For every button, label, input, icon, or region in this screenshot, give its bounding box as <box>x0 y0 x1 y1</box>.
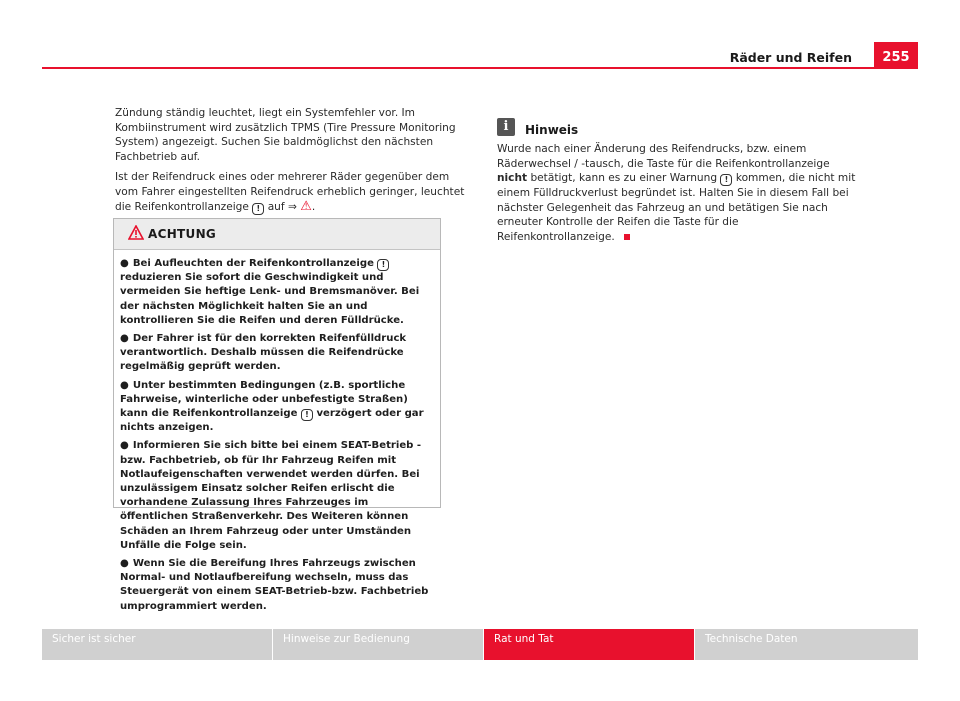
hinweis-header <box>497 118 857 140</box>
header-rule <box>42 67 918 69</box>
achtung-item <box>120 439 434 553</box>
bullet-icon: ● <box>120 333 129 345</box>
achtung-body <box>114 250 440 614</box>
achtung-item-text: Bei Aufleuchten der Reifenkontrollanzeige <box>132 258 374 269</box>
tpms-warning-icon: ! <box>252 203 264 215</box>
footer-tab-technische-daten[interactable]: Technische Daten <box>695 629 918 660</box>
achtung-item-text: Informieren Sie sich bitte bei einem SEAT-Betrieb - bzw. Fachbetrieb, ob für Ihr Fahrzeug Reifen mit Notlaufeigenschaften verwendet werden dürfen. Bei unzulässigem Einsatz solcher Reifen erlischt die vorhandene Zulassung Ihres Fahrzeuges im öffentlichen Straßenverkehr. Des Weiteren können Schäden an Ihrem Fahrzeug oder unter Umständen Unfälle die Folge sein. <box>120 440 422 551</box>
bullet-icon: ● <box>120 558 129 570</box>
bullet-icon: ● <box>120 440 129 452</box>
hinweis-title: Hinweis <box>525 123 579 137</box>
warning-reference-icon[interactable]: ⚠ <box>300 198 312 214</box>
left-column <box>115 106 465 221</box>
bullet-icon: ● <box>120 258 129 269</box>
section-end-marker <box>624 234 630 240</box>
achtung-header <box>114 219 440 250</box>
hinweis-bold: nicht <box>497 172 528 185</box>
achtung-item <box>120 557 434 614</box>
tpms-warning-icon: ! <box>377 259 389 271</box>
achtung-item <box>120 379 434 436</box>
hinweis-section <box>497 118 857 251</box>
hinweis-text-part: kommen, die nicht mit einem Fülldruckverlust begründet ist. Halten Sie in diesem Fall bei nächster Gelegenheit das Fahrzeug an und betätigen Sie nach erneuter Kontrolle der Reifen die Taste für die Reifenkontrollanzeige. <box>497 172 856 243</box>
footer-nav <box>42 629 918 660</box>
paragraph-2: Ist der Reifendruck eines oder mehrerer Räder gegenüber dem vom Fahrer eingestellten Reifendruck erheblich geringer, leuchtet die Reifenkontrollanzeige ! auf ⇒ ⚠. <box>115 171 465 214</box>
tpms-warning-icon: ! <box>301 409 313 421</box>
achtung-item-text: Unter bestimmten Bedingungen (z.B. sportliche Fahrweise, winterliche oder unbefestigte Straßen) kann die Reifenkontrollanzeige <box>120 379 408 420</box>
paragraph-2-text: Ist der Reifendruck eines oder mehrerer Räder gegenüber dem vom Fahrer eingestellten Reifendruck erheblich geringer, leuchtet die Reifenkontrollanzeige <box>115 171 465 213</box>
achtung-item-text: Wenn Sie die Bereifung Ihres Fahrzeugs zwischen Normal- und Notlaufbereifung wechseln, muss das Steuergerät von einem SEAT-Betrieb-bzw. Fachbetrieb umprogrammiert werden. <box>120 558 429 612</box>
achtung-item-text: Der Fahrer ist für den korrekten Reifenfülldruck verantwortlich. Deshalb müssen die Reifendrücke regelmäßig geprüft werden. <box>120 333 407 373</box>
hinweis-text-part: Wurde nach einer Änderung des Reifendrucks, bzw. einem Räderwechsel / -tausch, die Taste für die Reifenkontrollanzeige <box>497 143 830 170</box>
page-number: 255 <box>874 42 918 68</box>
achtung-title: ACHTUNG <box>148 227 217 241</box>
section-title: Räder und Reifen <box>729 50 852 65</box>
paragraph-1: Zündung ständig leuchtet, liegt ein Systemfehler vor. Im Kombiinstrument wird zusätzlich TPMS (Tire Pressure Monitoring System) angezeigt. Suchen Sie baldmöglichst den nächsten Fachbetrieb auf. <box>115 107 456 163</box>
footer-tab-rat-und-tat[interactable]: Rat und Tat <box>484 629 694 660</box>
paragraph-2-tail: auf ⇒ <box>267 200 297 213</box>
info-icon: i <box>497 118 515 136</box>
achtung-item <box>120 257 434 328</box>
warning-triangle-icon <box>128 225 144 240</box>
bullet-icon: ● <box>120 379 129 391</box>
footer-tab-sicher[interactable]: Sicher ist sicher <box>42 629 272 660</box>
footer-tab-bedienung[interactable]: Hinweise zur Bedienung <box>273 629 483 660</box>
tpms-warning-icon: ! <box>720 174 732 186</box>
achtung-warning-box <box>113 218 441 612</box>
achtung-item-text: verzögert oder gar nichts anzeigen. <box>120 408 424 434</box>
achtung-item-text: reduzieren Sie sofort die Geschwindigkeit und vermeiden Sie heftige Lenk- und Bremsmanöver. Bei der nächsten Möglichkeit halten Sie an und kontrollieren Sie die Reifen und deren Fülldrücke. <box>120 272 420 326</box>
hinweis-text <box>497 142 857 245</box>
achtung-item <box>120 332 434 375</box>
hinweis-text-part: betätigt, kann es zu einer Warnung <box>530 172 718 185</box>
